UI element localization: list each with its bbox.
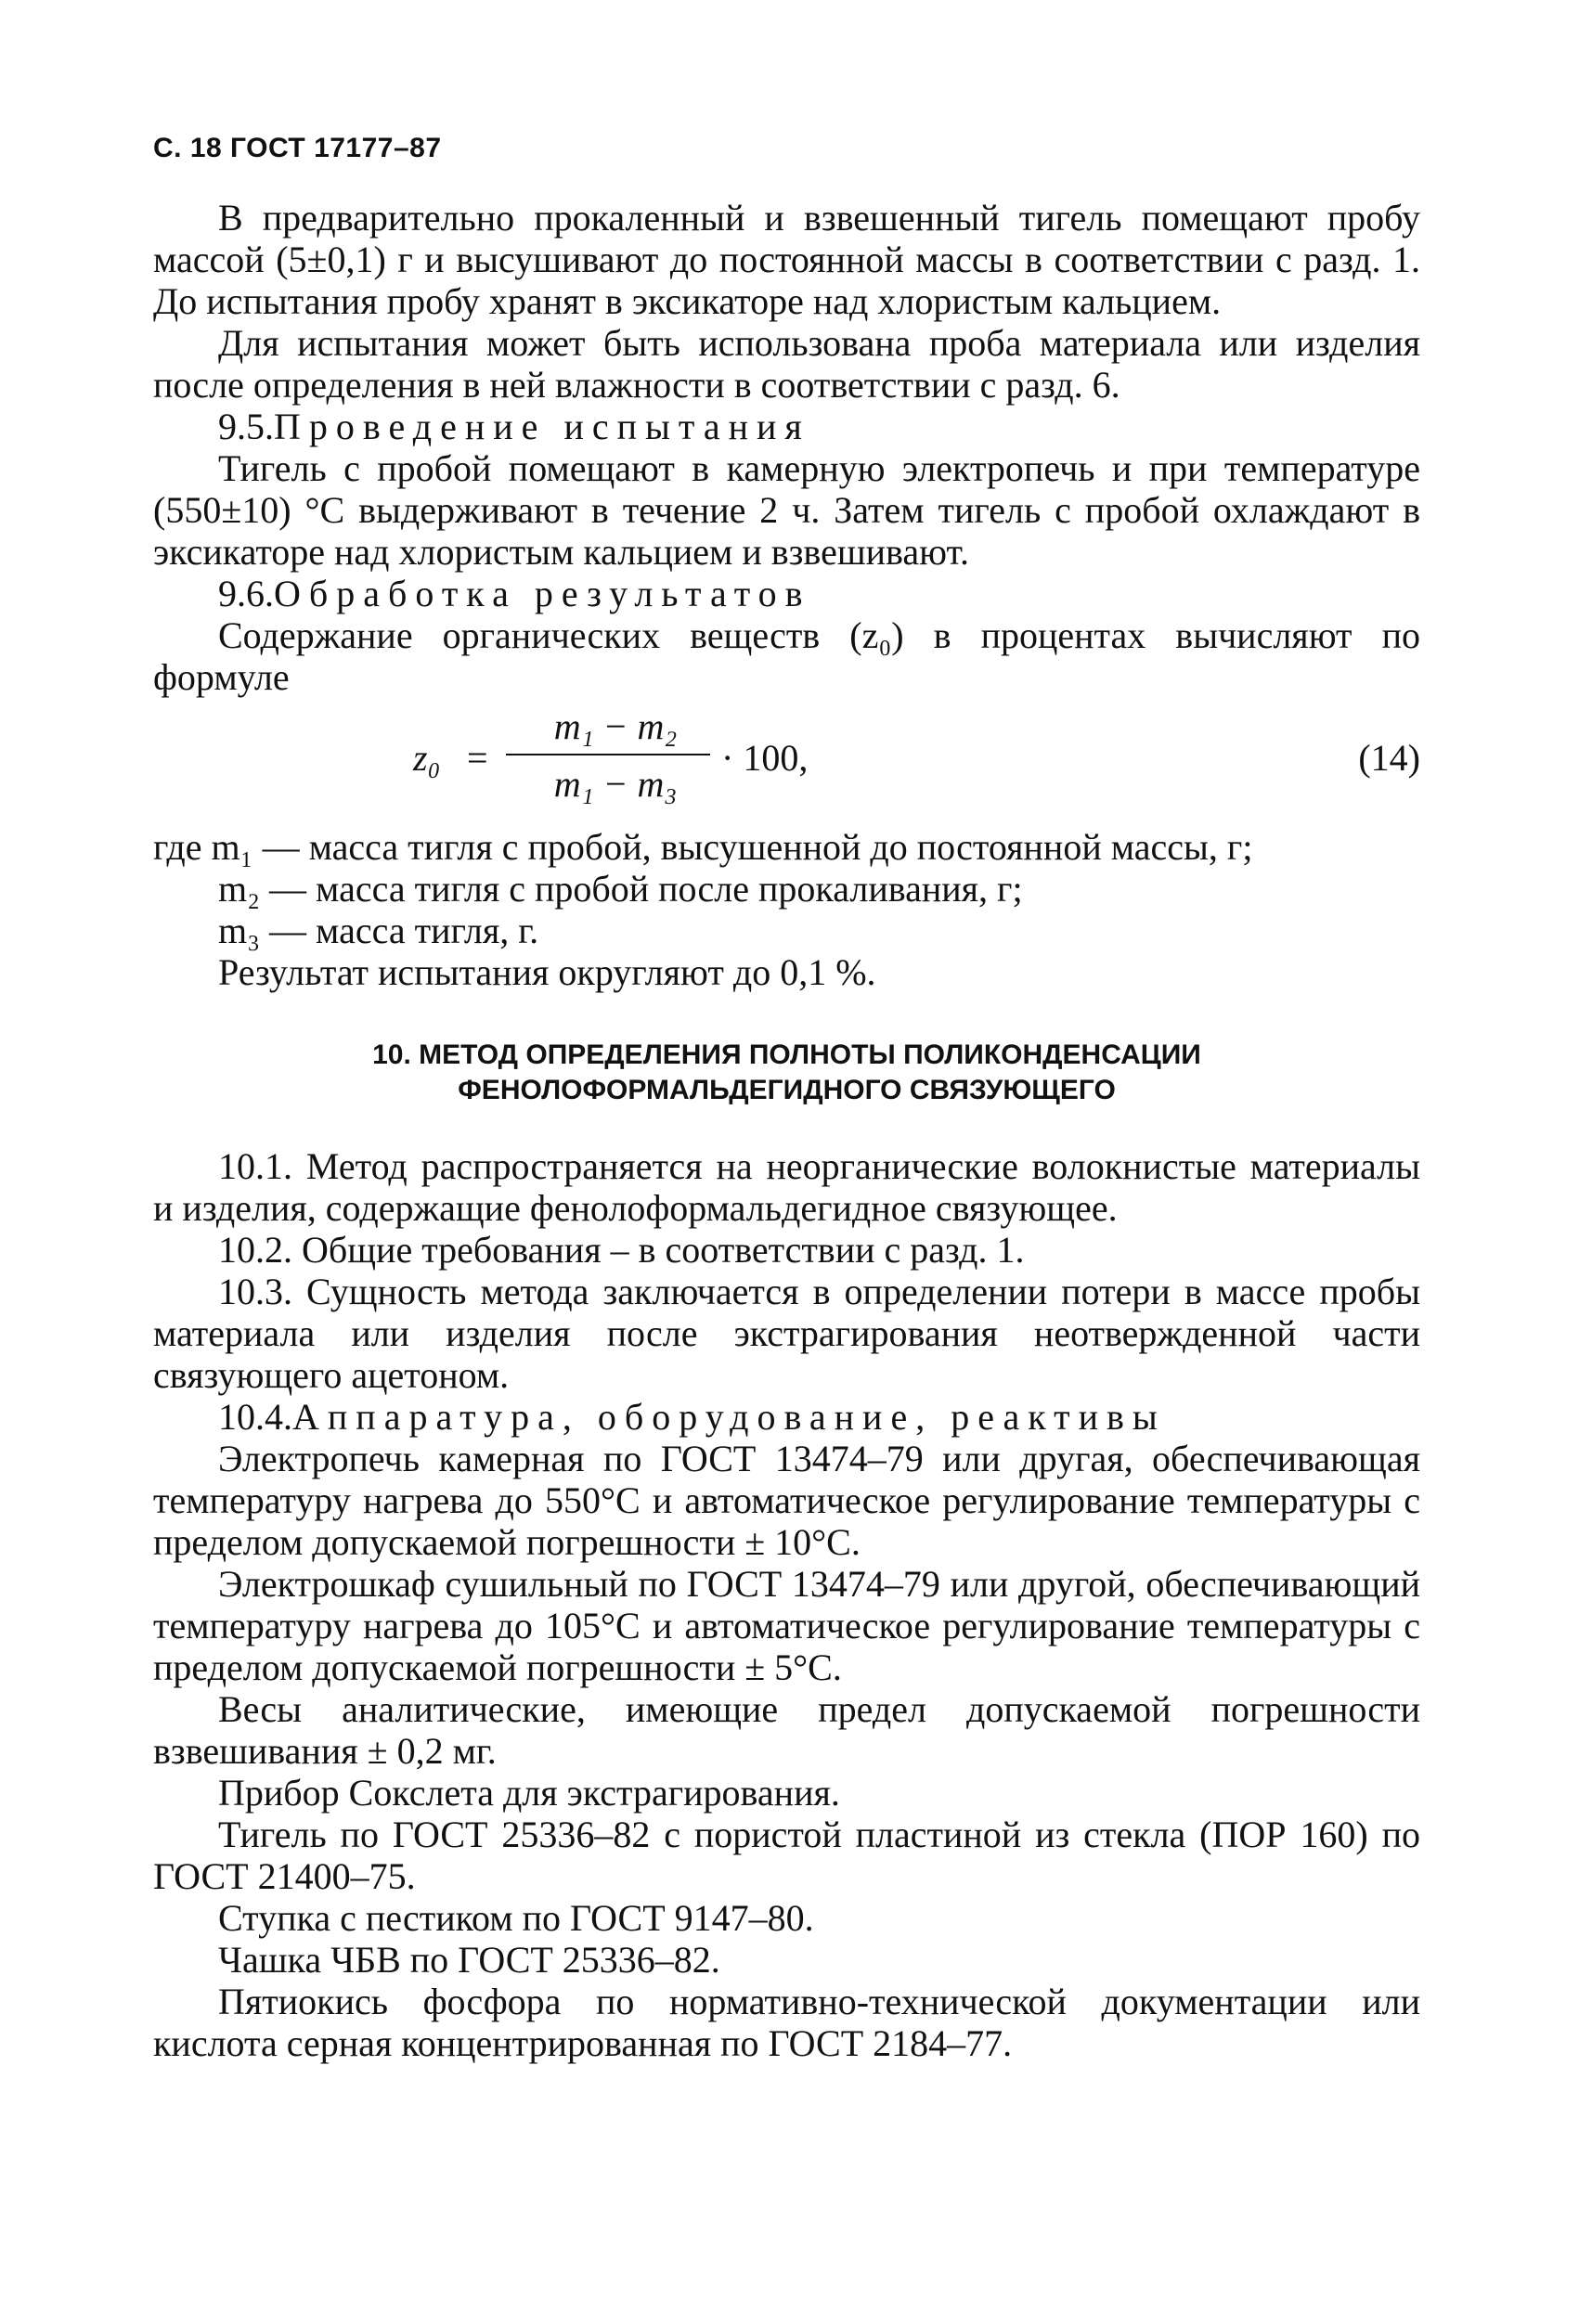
- equipment-item: Пятиокись фосфора по нормативно-технической документации или кислота серная концентрированная по ГОСТ 2184–77.: [153, 1981, 1420, 2064]
- page-body: [153, 197, 1420, 2064]
- subsection-heading-10-4: [153, 1396, 1420, 1438]
- page-header: С. 18 ГОСТ 17177–87: [153, 133, 442, 163]
- formula-number: (14): [1358, 737, 1420, 779]
- paragraph: Результат испытания округляют до 0,1 %.: [218, 951, 876, 993]
- equipment-item: Электрошкаф сушильный по ГОСТ 13474–79 или другой, обеспечивающий температуру нагрева до 105°С и автоматическое регулирование температуры с пределом допускаемой погрешности ± 5°С.: [153, 1563, 1420, 1688]
- section-title-line: 10. МЕТОД ОПРЕДЕЛЕНИЯ ПОЛНОТЫ ПОЛИКОНДЕНСАЦИИ: [372, 1039, 1201, 1070]
- subsection-number: 9.5.: [218, 406, 274, 447]
- subsection-title: Обработка результатов: [274, 573, 811, 614]
- subsection-number: 9.6.: [218, 573, 274, 614]
- formula-denominator: m₁ − m₃: [553, 763, 678, 805]
- paragraph-10-1: 10.1. Метод распространяется на неорганические волокнистые материалы и изделия, содержащие фенолоформальдегидное связующее.: [153, 1145, 1420, 1229]
- paragraph-10-3: 10.3. Сущность метода заключается в определении потери в массе пробы материала или изделия после экстрагирования неотвержденной части связующего ацетоном.: [153, 1271, 1420, 1396]
- variable-definitions: [153, 826, 1420, 951]
- paragraph-10-2: 10.2. Общие требования – в соответствии с разд. 1.: [218, 1229, 1025, 1271]
- equipment-item: Прибор Сокслета для экстрагирования.: [218, 1772, 840, 1814]
- equipment-item: Тигель по ГОСТ 25336–82 с пористой пластиной из стекла (ПОР 160) по ГОСТ 21400–75.: [153, 1814, 1420, 1897]
- formula-lhs: z₀: [413, 737, 441, 779]
- paragraph: Для испытания может быть использована проба материала или изделия после определения в ней влажности в соответствии с разд. 6.: [153, 322, 1420, 406]
- formula-numerator: m₁ − m₂: [553, 705, 678, 747]
- fraction-bar: [506, 754, 710, 755]
- definition-line: m₃ — масса тигля, г.: [218, 910, 539, 951]
- subsection-number: 10.4.: [218, 1396, 292, 1438]
- subsection-title: Проведение испытания: [274, 406, 810, 447]
- paragraph: В предварительно прокаленный и взвешенный тигель помещают пробу массой (5±0,1) г и высушивают до постоянной массы в соответствии с разд. 1. До испытания пробу хранят в эксикаторе над хлористым кальцием.: [153, 197, 1420, 322]
- equipment-item: Весы аналитические, имеющие предел допускаемой погрешности взвешивания ± 0,2 мг.: [153, 1688, 1420, 1772]
- formula-14: [153, 705, 1420, 809]
- paragraph: Содержание органических веществ (z₀) в процентах вычисляют по формуле: [153, 614, 1420, 698]
- definition-line: m₂ — масса тигля с пробой после прокаливания, г;: [218, 868, 1023, 910]
- formula-multiplier: · 100,: [721, 737, 809, 779]
- equipment-item: Чашка ЧБВ по ГОСТ 25336–82.: [218, 1939, 720, 1981]
- section-heading-10: [153, 1038, 1420, 1108]
- formula-equals: =: [467, 737, 488, 779]
- paragraph: Тигель с пробой помещают в камерную электропечь и при температуре (550±10) °С выдерживают в течение 2 ч. Затем тигель с пробой охлаждают в эксикаторе над хлористым кальцием и взвешивают.: [153, 447, 1420, 573]
- subsection-heading-9-6: [153, 573, 1420, 614]
- subsection-heading-9-5: [153, 406, 1420, 447]
- equipment-item: Ступка с пестиком по ГОСТ 9147–80.: [218, 1897, 814, 1939]
- definition-line: где m₁ — масса тигля с пробой, высушенной до постоянной массы, г;: [153, 826, 1253, 868]
- subsection-title: Аппаратура, оборудование, реактивы: [292, 1396, 1166, 1438]
- equipment-item: Электропечь камерная по ГОСТ 13474–79 или другая, обеспечивающая температуру нагрева до 550°С и автоматическое регулирование температуры с пределом допускаемой погрешности ± 10°С.: [153, 1438, 1420, 1563]
- section-title-line: ФЕНОЛОФОРМАЛЬДЕГИДНОГО СВЯЗУЮЩЕГО: [458, 1075, 1116, 1105]
